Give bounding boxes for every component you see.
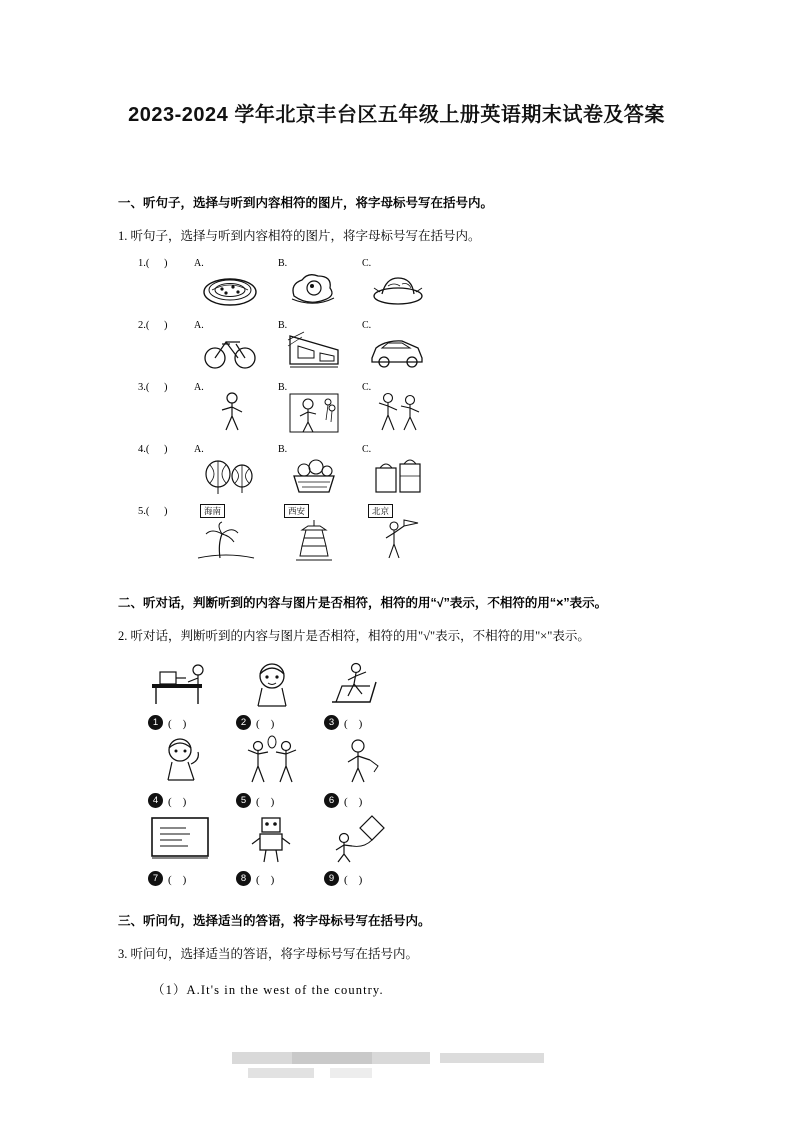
option-label-4c: C. — [362, 444, 372, 455]
gift-bags-icon — [368, 452, 422, 496]
answer-paren: ( ) — [256, 796, 275, 808]
redaction-bar — [248, 1068, 314, 1078]
fried-egg-icon — [284, 266, 338, 310]
grid-cell — [234, 656, 314, 730]
grid-cell — [234, 734, 314, 808]
grid-cell — [322, 656, 402, 730]
question-3-text: 3. 听问句，选择适当的答语，将字母标号写在括号内。 — [118, 947, 419, 961]
kite-flying-icon — [322, 812, 398, 866]
answer-paren: ( ) — [168, 874, 187, 886]
answer-paren: ( ) — [256, 874, 275, 886]
label-hainan: 海南 — [200, 504, 225, 518]
figure-question-2 — [118, 656, 406, 886]
row-number-2: 2.( — [138, 320, 150, 331]
row-number-5: 5.( — [138, 506, 150, 517]
figure-row-5 — [138, 502, 678, 566]
bicycle-icon — [200, 328, 254, 372]
item-badge: 2 — [236, 715, 251, 730]
woman-sewing-icon — [146, 656, 222, 710]
row-number-1: 1.( — [138, 258, 150, 269]
item-badge: 4 — [148, 793, 163, 808]
label-beijing: 北京 — [368, 504, 393, 518]
item-badge: 1 — [148, 715, 163, 730]
grid-cell — [146, 734, 226, 808]
figure-row-2 — [138, 316, 678, 374]
answer-paren: ( ) — [256, 718, 275, 730]
answer-paren: ( ) — [344, 796, 363, 808]
label-xian: 西安 — [284, 504, 309, 518]
option-label-2a: A. — [194, 320, 204, 331]
item-badge: 9 — [324, 871, 339, 886]
pizza-icon — [200, 266, 254, 310]
option-label-4a: A. — [194, 444, 204, 455]
figure-row-4 — [138, 440, 678, 498]
option-label-2b: B. — [278, 320, 288, 331]
option-label-1b: B. — [278, 258, 288, 269]
figure-row-3 — [138, 378, 678, 436]
question-2-text: 2. 听对话，判断听到的内容与图片是否相符，相符的用"√"表示，不相符的用"×"表示。 — [118, 629, 590, 643]
option-label-3b: B. — [278, 382, 288, 393]
redaction-bar — [330, 1068, 372, 1078]
grid-cell — [146, 656, 226, 730]
item-badge: 3 — [324, 715, 339, 730]
strong-boy-icon — [146, 734, 222, 788]
grid-cell — [322, 812, 402, 886]
option-label-3a: A. — [194, 382, 204, 393]
document-body — [118, 180, 678, 998]
item-badge: 8 — [236, 871, 251, 886]
train-icon — [284, 328, 338, 372]
option-label-1a: A. — [194, 258, 204, 269]
redaction-bar — [292, 1052, 372, 1064]
option-label-2c: C. — [362, 320, 372, 331]
figure-row-1 — [138, 254, 678, 312]
row-paren-1: ) — [164, 258, 168, 269]
boy-watering-icon — [322, 734, 398, 788]
figure-question-1 — [118, 254, 678, 566]
section-heading-3: 三、听问句，选择适当的答语，将字母标号写在括号内。 — [118, 914, 431, 928]
option-label-4b: B. — [278, 444, 288, 455]
item-badge: 6 — [324, 793, 339, 808]
item-badge: 7 — [148, 871, 163, 886]
row-number-3: 3.( — [138, 382, 150, 393]
answer-option-1: （1）A.It's in the west of the country. — [152, 983, 384, 997]
grid-cell — [234, 812, 314, 886]
grid-cell — [146, 812, 226, 886]
fruit-basket-icon — [284, 452, 338, 496]
treadmill-runner-icon — [322, 656, 398, 710]
badminton-players-icon — [234, 734, 310, 788]
hainan-beach-icon — [196, 518, 250, 562]
answer-paren: ( ) — [344, 874, 363, 886]
section-heading-1: 一、听句子，选择与听到内容相符的图片，将字母标号写在括号内。 — [118, 196, 494, 210]
page-title: 2023-2024 学年北京丰台区五年级上册英语期末试卷及答案 — [128, 104, 665, 126]
person-walking-icon — [204, 390, 258, 434]
answer-paren: ( ) — [168, 796, 187, 808]
grid-cell — [322, 734, 402, 808]
option-label-1c: C. — [362, 258, 372, 269]
row-number-4: 4.( — [138, 444, 150, 455]
xian-pagoda-icon — [284, 518, 338, 562]
row-paren-3: ) — [164, 382, 168, 393]
lanterns-icon — [200, 452, 254, 496]
people-dancing-icon — [368, 390, 422, 434]
redaction-bar — [440, 1053, 544, 1063]
answer-paren: ( ) — [168, 718, 187, 730]
picture-grid — [146, 656, 406, 886]
row-paren-4: ) — [164, 444, 168, 455]
option-label-3c: C. — [362, 382, 372, 393]
row-paren-2: ) — [164, 320, 168, 331]
answer-paren: ( ) — [344, 718, 363, 730]
robot-figure-icon — [234, 812, 310, 866]
girl-with-flowers-icon — [284, 390, 338, 434]
row-paren-5: ) — [164, 506, 168, 517]
item-badge: 5 — [236, 793, 251, 808]
roast-chicken-icon — [368, 266, 422, 310]
beijing-flag-icon — [368, 518, 422, 562]
car-icon — [368, 328, 422, 372]
section-heading-2: 二、听对话，判断听到的内容与图片是否相符，相符的用“√”表示，不相符的用“×”表示。 — [118, 596, 608, 610]
question-1-text: 1. 听句子，选择与听到内容相符的图片，将字母标号写在括号内。 — [118, 229, 481, 243]
blackboard-notice-icon — [146, 812, 222, 866]
girl-portrait-icon — [234, 656, 310, 710]
